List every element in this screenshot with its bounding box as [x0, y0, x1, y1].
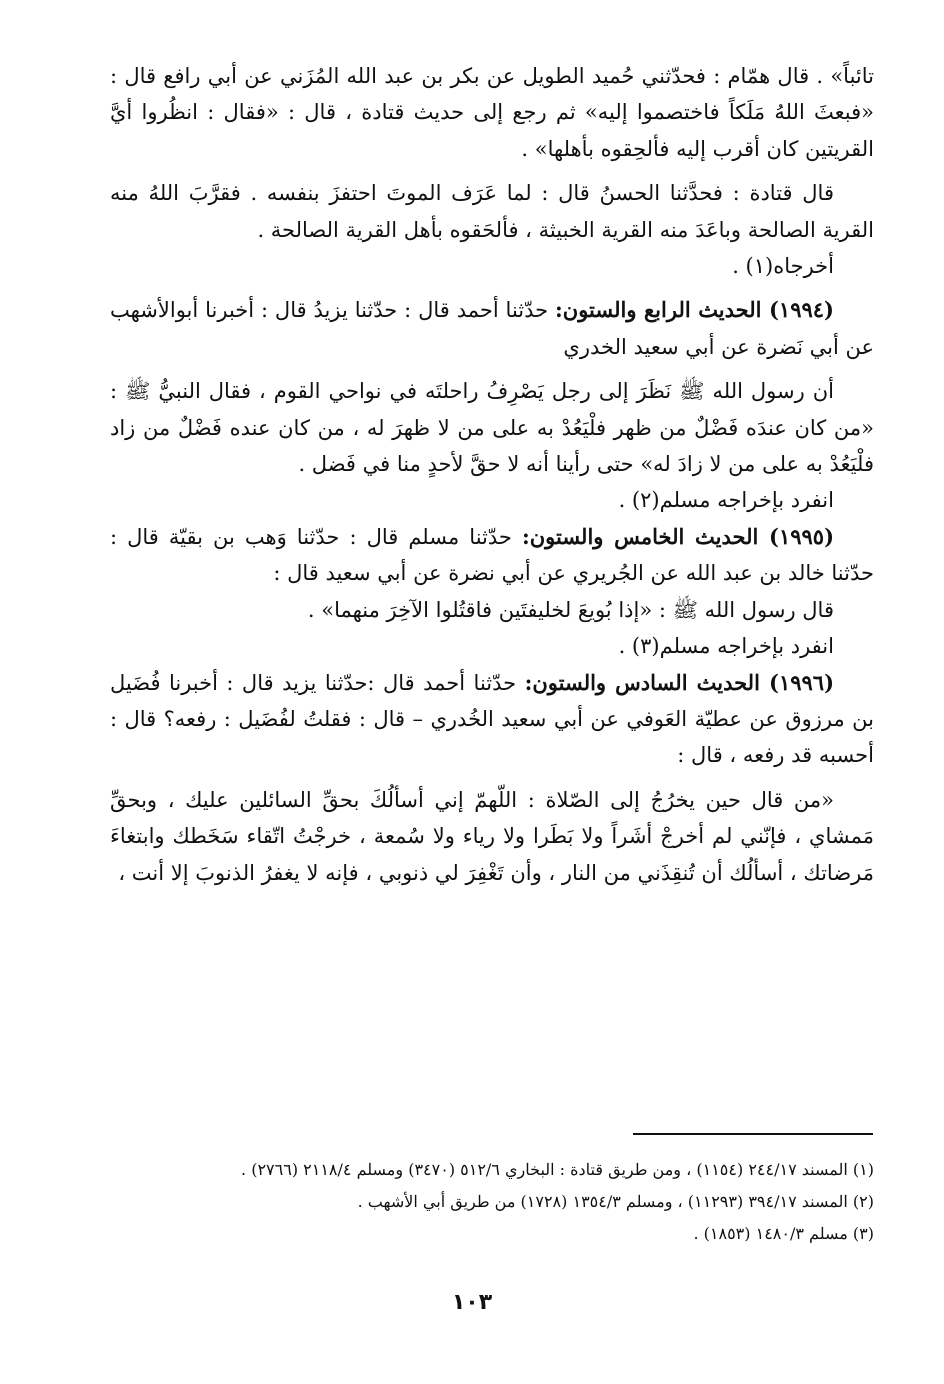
hadith-1996-isnad — [110, 665, 874, 774]
hadith-1996-text: «من قال حين يخرُجُ إلى الصّلاة : اللّهمّ إني أسألُكَ بحقِّ السائلين عليك ، وبحقِّ مَمشاي ، فإنّني لم أخرجْ أشَراً ولا بَطَرا ولا رياء ولا سُمعة ، خرجْتُ اتّقاء سَخَطك وابتغاءَ مَرضاتك ، أسألُك أن تُنقِذَني من النار ، وأن تَغْفِرَ لي ذنوبي ، فإنه لا يغفرُ الذنوبَ إلا أنت ، — [110, 787, 874, 885]
footnote-1: (١) المسند ٢٤٤/١٧ (١١٥٤) ، ومن طريق قتادة : البخاري ٥١٢/٦ (٣٤٧٠) ومسلم ٢١١٨/٤ (٢٧٦٦) . — [241, 1160, 874, 1179]
hadith-1994-heading: (١٩٩٤) الحديث الرابع والستون: — [555, 297, 834, 323]
footnote-2: (٢) المسند ٣٩٤/١٧ (١١٢٩٣) ، ومسلم ١٣٥٤/٣ (١٧٢٨) من طريق أبي الأشهب . — [357, 1192, 874, 1211]
page-number: ١٠٣ — [451, 1290, 493, 1315]
paragraph-qatada-narration: قال قتادة : فحدَّثنا الحسنُ قال : لما عَرَف الموتَ احتفزَ بنفسه . فقرَّبَ اللهُ منه القرية الصالحة وباعَدَ منه القرية الخبيثة ، فألحَقوه بأهل القرية الصالحة . — [110, 181, 874, 242]
hadith-1995-isnad — [110, 519, 874, 592]
hadith-1996-chain: حدّثنا أحمد قال :حدّثنا يزيد قال : أخبرنا فُضَيل بن مرزوق عن عطيّة العَوفي عن أبي سعيد الخُدري – قال : فقلتُ لفُضَيل : رفعه؟ قال : أحسبه قد رفعه ، قال : — [110, 670, 874, 768]
hadith-1996-heading: (١٩٩٦) الحديث السادس والستون: — [524, 669, 834, 695]
hadith-1995-text: قال رسول الله ﷺ : «إذا بُويعَ لخليفتَين فاقتُلوا الآخِرَ منهما» . — [307, 597, 834, 622]
hadith-1994-source: انفرد بإخراجه مسلم(٢) . — [618, 488, 834, 513]
source-note-1: أخرجاه(١) . — [732, 254, 834, 279]
footnotes — [150, 1154, 874, 1250]
hadith-1995-chain: حدّثنا مسلم قال : حدّثنا وَهب بن بقيّة قال : حدّثنا خالد بن عبد الله عن الجُريري عن أبي نضرة عن أبي سعيد قال : — [110, 524, 874, 586]
hadith-1994-chain: حدّثنا أحمد قال : حدّثنا يزيدُ قال : أخبرنا أبوالأشهب عن أبي نَضرة عن أبي سعيد الخدري — [110, 298, 874, 359]
main-text — [110, 58, 874, 891]
footnote-separator — [633, 1133, 873, 1135]
hadith-1994-text: أن رسول الله ﷺ نَظَرَ إلى رجل يَصْرِفُ راحلتَه في نواحي القوم ، فقال النبيُّ ﷺ : «من كان عندَه فَضْلٌ من ظهر فلْيَعُدْ به على من لا ظهرَ له ، من كان عنده فَضْلٌ من زاد فلْيَعُدْ به على من لا زادَ له» حتى رأينا أنه لا حقَّ لأحدٍ منا في فَضل . — [110, 379, 874, 477]
hadith-1994-isnad — [110, 292, 874, 365]
paragraph-hammam-narration: تائباً» . قال همّام : فحدّثني حُميد الطويل عن بكر بن عبد الله المُزَني عن أبي رافع قال : «فبعثَ اللهُ مَلَكاً فاختصموا إليه» ثم رجع إلى حديث قتادة ، قال : «فقال : انظُروا أيَّ القريتين كان أقرب إليه فألحِقوه بأهلها» . — [110, 64, 874, 161]
footnote-3: (٣) مسلم ١٤٨٠/٣ (١٨٥٣) . — [693, 1224, 874, 1243]
hadith-1995-source: انفرد بإخراجه مسلم(٣) . — [618, 634, 834, 659]
hadith-1995-heading: (١٩٩٥) الحديث الخامس والستون: — [521, 523, 834, 549]
